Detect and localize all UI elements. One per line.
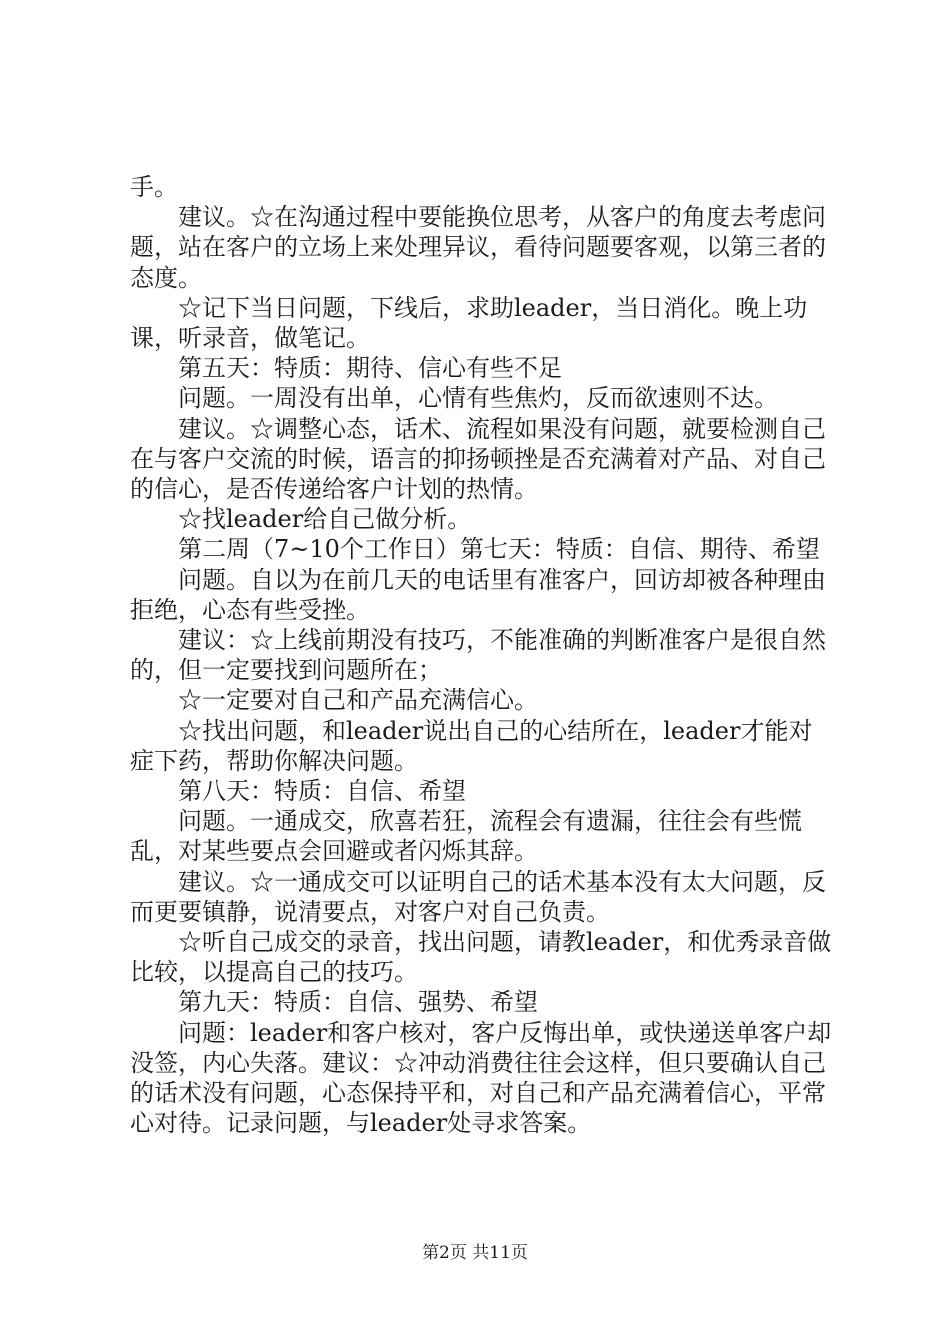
paragraph: 建议：☆上线前期没有技巧，不能准确的判断准客户是很自然的，但一定要找到问题所在； [130,626,826,685]
document-body [130,172,835,1139]
paragraph: 建议。☆调整心态，话术、流程如果没有问题，就要检测自己在与客户交流的时候，语言的抑扬顿挫是否充满着对产品、对自己的信心，是否传递给客户计划的热情。 [130,414,826,504]
paragraph: 问题。自以为在前几天的电话里有准客户，回访却被各种理由拒绝，心态有些受挫。 [130,565,826,624]
paragraph: 问题。一通成交，欣喜若狂，流程会有遗漏，往往会有些慌乱，对某些要点会回避或者闪烁其辞。 [130,807,802,866]
section-heading: 第九天：特质：自信、强势、希望 [178,988,538,1017]
section-heading: 第二周（7~10个工作日）第七天：特质：自信、期待、希望 [178,535,820,564]
paragraph: 问题。一周没有出单，心情有些焦灼，反而欲速则不达。 [178,384,778,413]
section-heading: 第五天：特质：期待、信心有些不足 [178,354,562,383]
paragraph: ☆找出问题，和leader说出自己的心结所在，leader才能对症下药，帮助你解决问题。 [130,716,813,775]
section-heading: 第八天：特质：自信、希望 [178,777,466,806]
page-footer: 第2页 共11页 [422,1243,528,1263]
paragraph: ☆记下当日问题，下线后，求助leader，当日消化。晚上功课，听录音，做笔记。 [130,293,808,353]
paragraph: 手。 [130,173,178,201]
paragraph: ☆听自己成交的录音，找出问题，请教leader，和优秀录音做比较，以提高自己的技巧。 [130,928,832,987]
paragraph: ☆找leader给自己做分析。 [178,505,472,534]
paragraph: ☆一定要对自己和产品充满信心。 [178,686,538,715]
paragraph: 问题：leader和客户核对，客户反悔出单，或快递送单客户却没签，内心失落。建议：☆冲动消费往往会这样，但只要确认自己的话术没有问题，心态保持平和，对自己和产品充满着信心，平常心对待。记录问题，与leader处寻求答案。 [130,1018,832,1138]
paragraph: 建议。☆在沟通过程中要能换位思考，从客户的角度去考虑问题，站在客户的立场上来处理异议，看待问题要客观，以第三者的态度。 [130,203,826,292]
paragraph: 建议。☆一通成交可以证明自己的话术基本没有太大问题，反而更要镇静，说清要点，对客户对自己负责。 [130,867,826,926]
